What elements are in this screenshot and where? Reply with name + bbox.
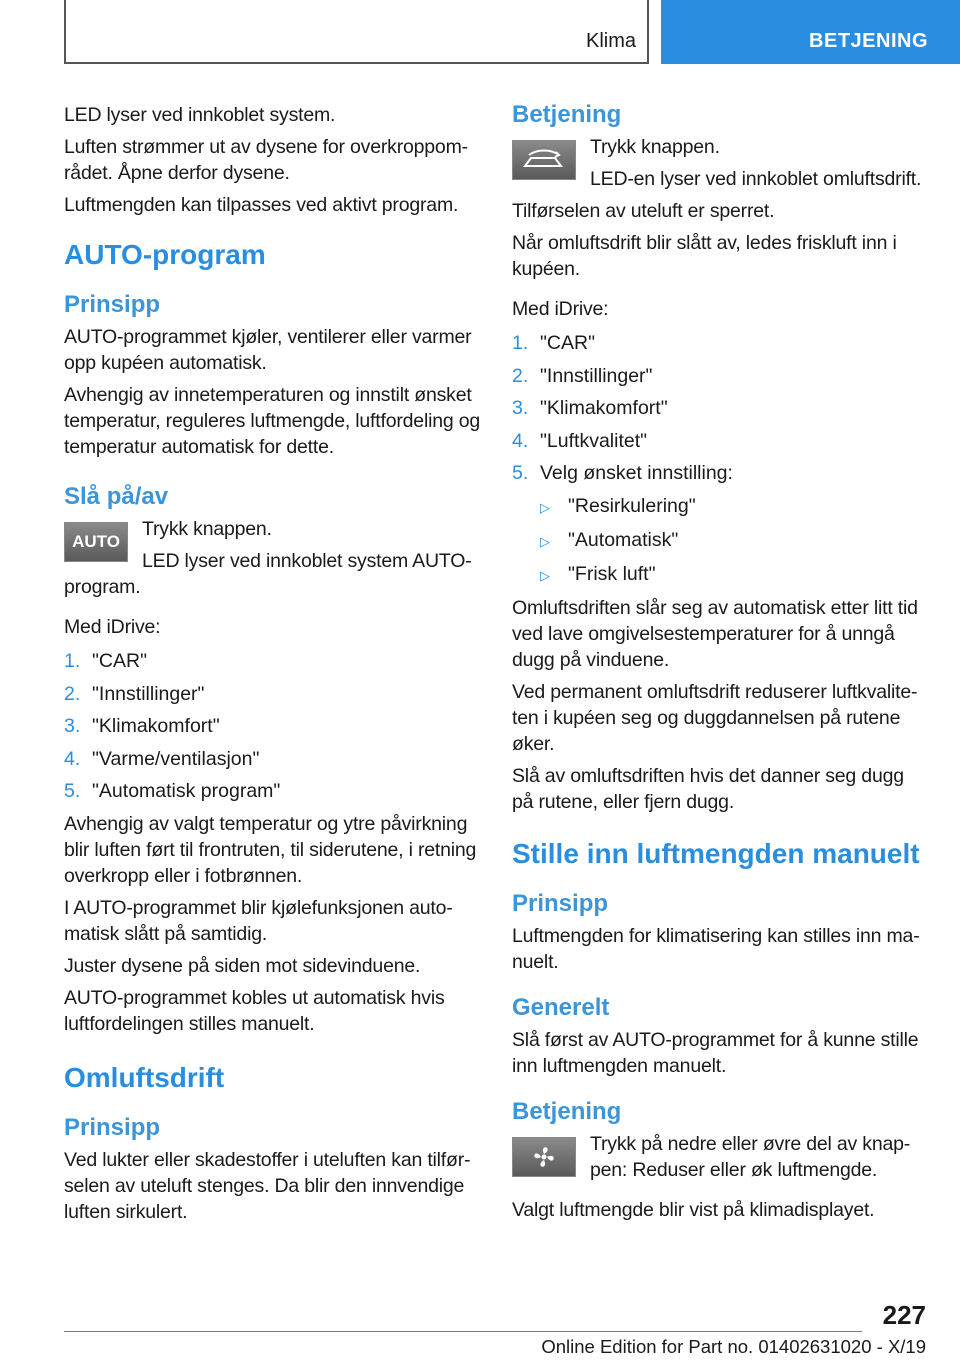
- paragraph: Med iDrive:: [64, 616, 161, 638]
- paragraph: Med iDrive:: [512, 298, 609, 320]
- recirculation-car-icon: [512, 140, 576, 180]
- page-number: 227: [882, 1300, 926, 1330]
- paragraph: Ved lukter eller skadestoffer i uteluften kan tilførselen av uteluft stenges. Da blir den innvendige luften sirkulert.: [64, 1148, 471, 1223]
- right-column: [512, 100, 927, 1229]
- idrive-steps-list: [64, 648, 484, 804]
- paragraph: Omluftsdriften slår seg av automatisk etter litt tid ved lave omgivelsestemperaturer for å unngå dugg på vinduene.: [512, 596, 918, 671]
- list-item: 3. "Klimakomfort": [64, 715, 220, 737]
- triangle-bullet-icon: ▷: [540, 567, 550, 583]
- heading-prinsipp: Prinsipp: [64, 291, 161, 318]
- paragraph: Tilførselen av uteluft er sperret.: [512, 200, 775, 222]
- paragraph: Slå først av AUTO-programmet for å kunne stille inn luftmengden manuelt.: [512, 1028, 919, 1077]
- paragraph: Luftmengden kan tilpasses ved aktivt program.: [64, 194, 459, 216]
- paragraph: AUTO-programmet kjøler, ventilerer eller varmer opp kupéen automatisk.: [64, 326, 472, 374]
- paragraph: LED lyser ved innkoblet system AUTO-program.: [64, 550, 472, 598]
- paragraph: Trykk knappen.: [142, 518, 272, 540]
- idrive-steps-list: [512, 330, 927, 486]
- list-item: 5. "Automatisk program": [64, 780, 281, 802]
- paragraph: Luftmengden for klimatisering kan stilles inn manuelt.: [512, 924, 920, 973]
- paragraph: AUTO-programmet kobles ut automatisk hvis luftfordelingen stilles manuelt.: [64, 986, 445, 1035]
- paragraph: Avhengig av innetemperaturen og innstilt ønsket temperatur, reguleres luftmengde, luftfordeling og temperatur automatisk for dette.: [64, 384, 481, 458]
- paragraph: Avhengig av valgt temperatur og ytre påvirkning blir luften ført til frontruten, til siderutene, i retning overkropp eller i fotbrønnen.: [64, 812, 477, 887]
- list-item: 2. "Innstillinger": [512, 364, 653, 387]
- heading-betjening: Betjening: [512, 1097, 622, 1125]
- list-item: ▷ "Resirkulering": [540, 493, 927, 521]
- paragraph: Luften strømmer ut av dysene for overkroppområdet. Åpne derfor dysene.: [64, 136, 469, 184]
- list-item: 1. "CAR": [512, 332, 596, 354]
- list-item: ▷ "Automatisk": [540, 527, 927, 555]
- paragraph: LED lyser ved innkoblet system.: [64, 104, 336, 126]
- heading-omluftsdrift: Omluftsdrift: [64, 1061, 225, 1093]
- paragraph: I AUTO-programmet blir kjølefunksjonen automatisk slått på samtidig.: [64, 896, 453, 945]
- heading-prinsipp: Prinsipp: [512, 889, 609, 917]
- auto-button-icon: AUTO: [64, 522, 128, 562]
- paragraph: Trykk knappen.: [590, 136, 720, 158]
- header-section-title: Klima: [585, 30, 636, 52]
- fan-button-description: [512, 1131, 927, 1183]
- list-item: 2. "Innstillinger": [64, 682, 205, 705]
- footer-divider: [64, 1331, 862, 1332]
- heading-slaa-paa-av: Slå på/av: [64, 483, 169, 510]
- header-chapter-tab: [661, 0, 960, 64]
- fan-icon: [512, 1137, 576, 1177]
- heading-auto-program: AUTO-program: [64, 239, 266, 270]
- paragraph: Ved permanent omluftsdrift reduserer luftkvaliteten i kupéen seg og duggdannelsen på rutene øker.: [512, 680, 918, 755]
- heading-betjening: Betjening: [512, 101, 622, 128]
- list-item: 1. "CAR": [64, 650, 148, 672]
- auto-button-description: [64, 516, 484, 600]
- triangle-bullet-icon: ▷: [540, 533, 550, 549]
- list-item: 3. "Klimakomfort": [512, 397, 668, 419]
- footer-edition: Online Edition for Part no. 01402631020 - X/19: [541, 1336, 926, 1357]
- list-item: 5. Velg ønsket innstilling:: [512, 462, 733, 484]
- paragraph: Trykk på nedre eller øvre del av knappen: Reduser eller øk luftmengde.: [590, 1132, 911, 1181]
- triangle-bullet-icon: ▷: [540, 499, 550, 515]
- list-item: 4. "Varme/ventilasjon": [64, 747, 260, 770]
- paragraph: Når omluftsdrift blir slått av, ledes friskluft inn i kupéen.: [512, 232, 897, 280]
- heading-stille-inn-luftmengden: Stille inn luftmengden manuelt: [512, 837, 920, 869]
- list-item: 4. "Luftkvalitet": [512, 429, 648, 452]
- recirculation-button-description: [512, 134, 927, 192]
- paragraph: Valgt luftmengde blir vist på klimadisplayet.: [512, 1198, 875, 1221]
- heading-generelt: Generelt: [512, 993, 610, 1021]
- paragraph: Slå av omluftsdriften hvis det danner seg dugg på rutene, eller fjern dugg.: [512, 764, 904, 813]
- heading-prinsipp: Prinsipp: [64, 1113, 161, 1141]
- paragraph: LED-en lyser ved innkoblet omluftsdrift.: [590, 168, 922, 190]
- setting-options-list: [540, 493, 927, 589]
- header-chapter-label: BETJENING: [809, 30, 928, 52]
- header-section-box: [64, 0, 649, 64]
- list-item: ▷ "Frisk luft": [540, 561, 927, 589]
- paragraph: Juster dysene på siden mot sidevinduene.: [64, 954, 421, 977]
- left-column: [64, 102, 484, 1231]
